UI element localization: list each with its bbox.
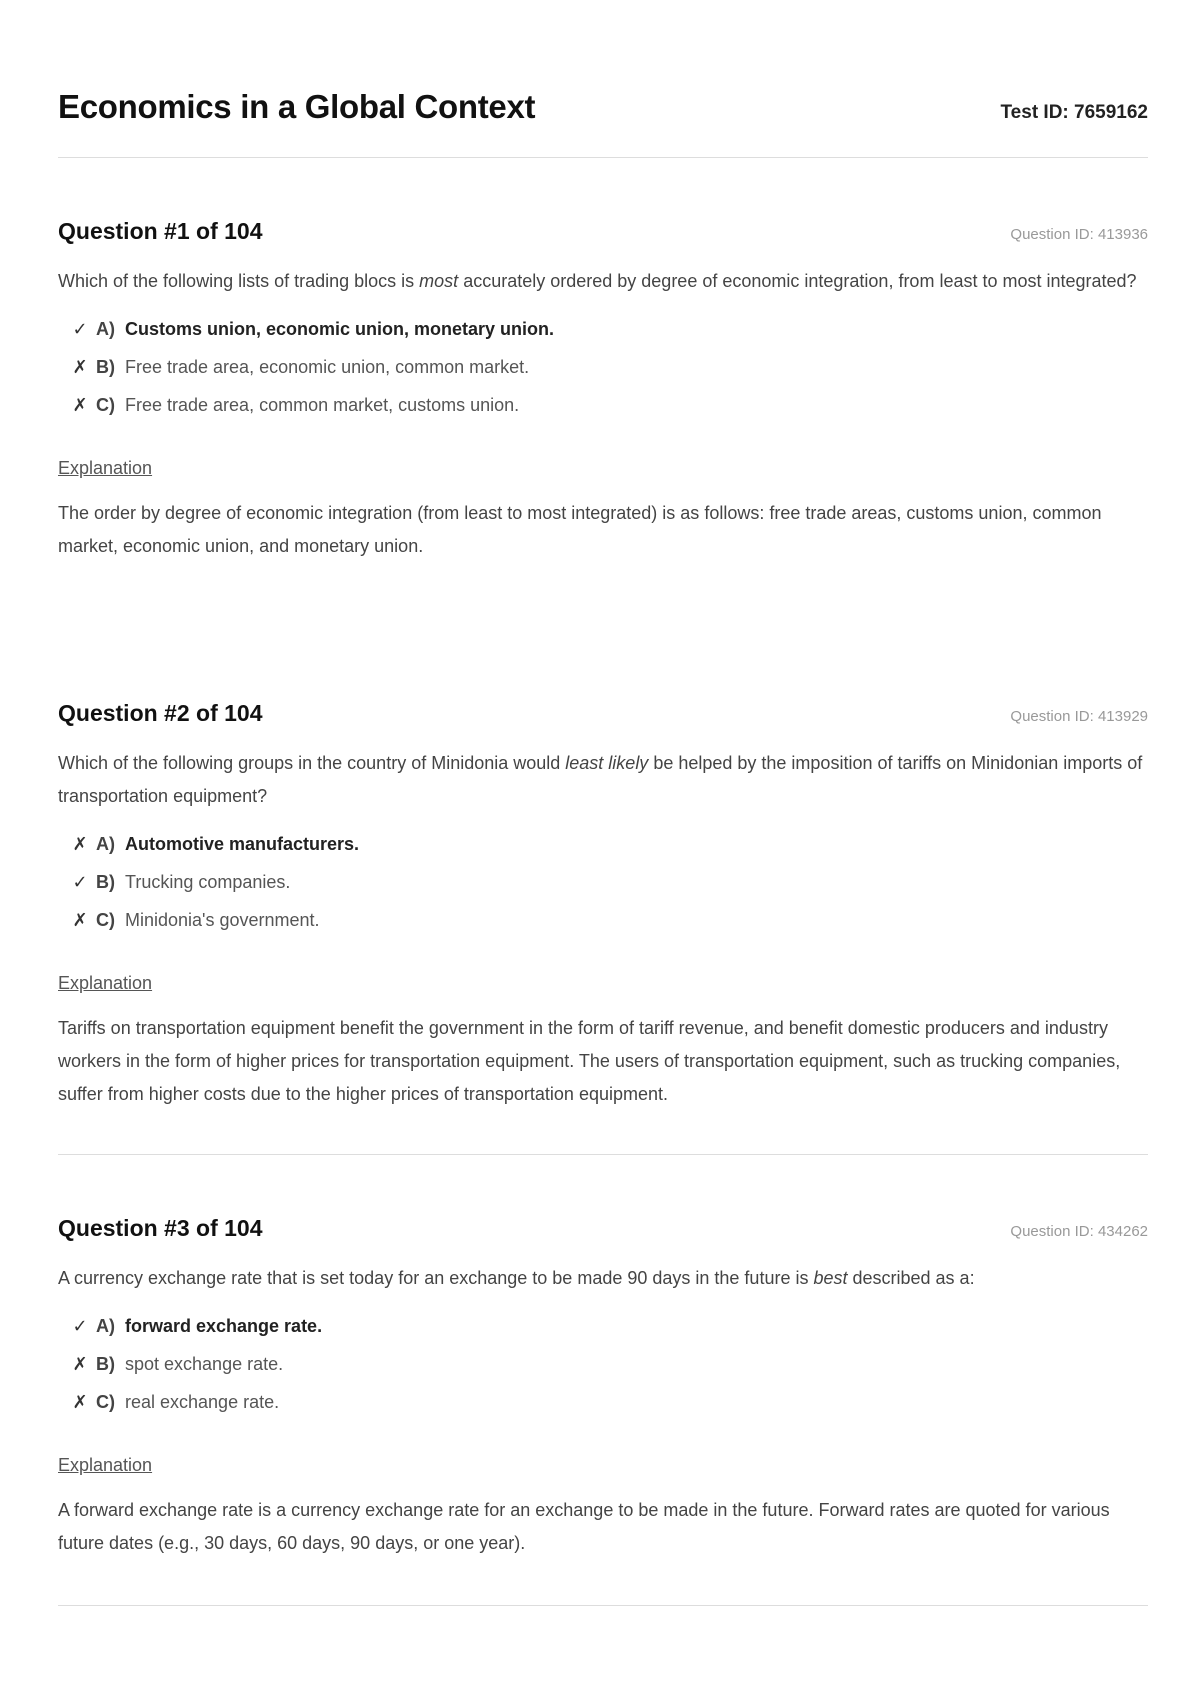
check-icon: ✓ [72,871,88,892]
explanation-text: Tariffs on transportation equipment benefit the government in the form of tariff revenue, and benefit domestic producers and industry workers in the form of higher prices for transportation equipment. The users of transportation equipment, such as trucking companies, suffer from higher costs due to the higher prices of transportation equipment. [58,1018,1121,1104]
option-letter: A) [96,318,115,339]
answer-option-a [58,310,1148,348]
stem-text: Which of the following groups in the country of Minidonia would [58,753,566,773]
option-text: Minidonia's government. [125,909,320,930]
question-divider [58,1605,1148,1606]
question-title: Question #2 of 104 [58,700,263,726]
cross-icon: ✗ [72,1391,88,1412]
question-stem [58,265,1148,298]
question-id: Question ID: 434262 [1010,1223,1148,1240]
check-icon: ✓ [72,318,88,339]
stem-text: A currency exchange rate that is set today for an exchange to be made 90 days in the future is [58,1268,814,1288]
question-header [58,1215,1148,1242]
answer-option-c [58,386,1148,424]
answer-option-b [58,348,1148,386]
answer-options [58,825,1148,939]
stem-text: described as a: [847,1268,975,1288]
question-title: Question #1 of 104 [58,218,263,244]
stem-emphasis: most [419,271,459,291]
option-letter: B) [96,1353,115,1374]
option-text: Trucking companies. [125,871,291,892]
option-text: spot exchange rate. [125,1353,284,1374]
answer-options [58,310,1148,424]
option-text: Customs union, economic union, monetary union. [125,318,555,339]
option-letter: C) [96,1391,115,1412]
question-id: Question ID: 413936 [1010,226,1148,243]
stem-emphasis: least likely [565,753,649,773]
document-header [58,88,1148,126]
option-letter: B) [96,356,115,377]
option-text: Free trade area, economic union, common market. [125,356,530,377]
stem-text: Which of the following lists of trading blocs is [58,271,420,291]
stem-emphasis: best [813,1268,848,1288]
option-letter: A) [96,1315,115,1336]
question-2 [58,700,1148,1111]
answer-option-c [58,1383,1148,1421]
option-letter: A) [96,833,115,854]
page-title: Economics in a Global Context [58,88,536,125]
answer-option-b [58,863,1148,901]
stem-text: be helped by the imposition of tariffs on Minidonian imports of transportation equipment? [58,753,1143,806]
cross-icon: ✗ [72,833,88,854]
answer-options [58,1307,1148,1421]
option-letter: C) [96,394,115,415]
explanation-label: Explanation [58,458,153,478]
explanation-text: A forward exchange rate is a currency exchange rate for an exchange to be made in the future. Forward rates are quoted for various future dates (e.g., 30 days, 60 days, 90 days, or one year). [58,1500,1110,1553]
answer-option-c [58,901,1148,939]
option-text: Free trade area, common market, customs union. [125,394,520,415]
question-1 [58,218,1148,563]
question-divider [58,1154,1148,1155]
question-stem [58,747,1148,813]
stem-text: accurately ordered by degree of economic integration, from least to most integrated? [458,271,1137,291]
explanation-label: Explanation [58,973,153,993]
header-divider [58,157,1148,158]
question-header [58,700,1148,727]
question-header [58,218,1148,245]
option-letter: C) [96,909,115,930]
option-text: forward exchange rate. [125,1315,323,1336]
cross-icon: ✗ [72,394,88,415]
cross-icon: ✗ [72,909,88,930]
question-stem [58,1262,1148,1295]
option-text: real exchange rate. [125,1391,280,1412]
answer-option-b [58,1345,1148,1383]
question-title: Question #3 of 104 [58,1215,263,1241]
explanation-text: The order by degree of economic integration (from least to most integrated) is as follows: free trade areas, customs union, common market, economic union, and monetary union. [58,503,1102,556]
check-icon: ✓ [72,1315,88,1336]
answer-option-a [58,825,1148,863]
question-3 [58,1215,1148,1560]
test-id: Test ID: 7659162 [1000,102,1148,123]
explanation-label: Explanation [58,1455,153,1475]
cross-icon: ✗ [72,356,88,377]
question-id: Question ID: 413929 [1010,708,1148,725]
option-text: Automotive manufacturers. [125,833,360,854]
answer-option-a [58,1307,1148,1345]
option-letter: B) [96,871,115,892]
cross-icon: ✗ [72,1353,88,1374]
